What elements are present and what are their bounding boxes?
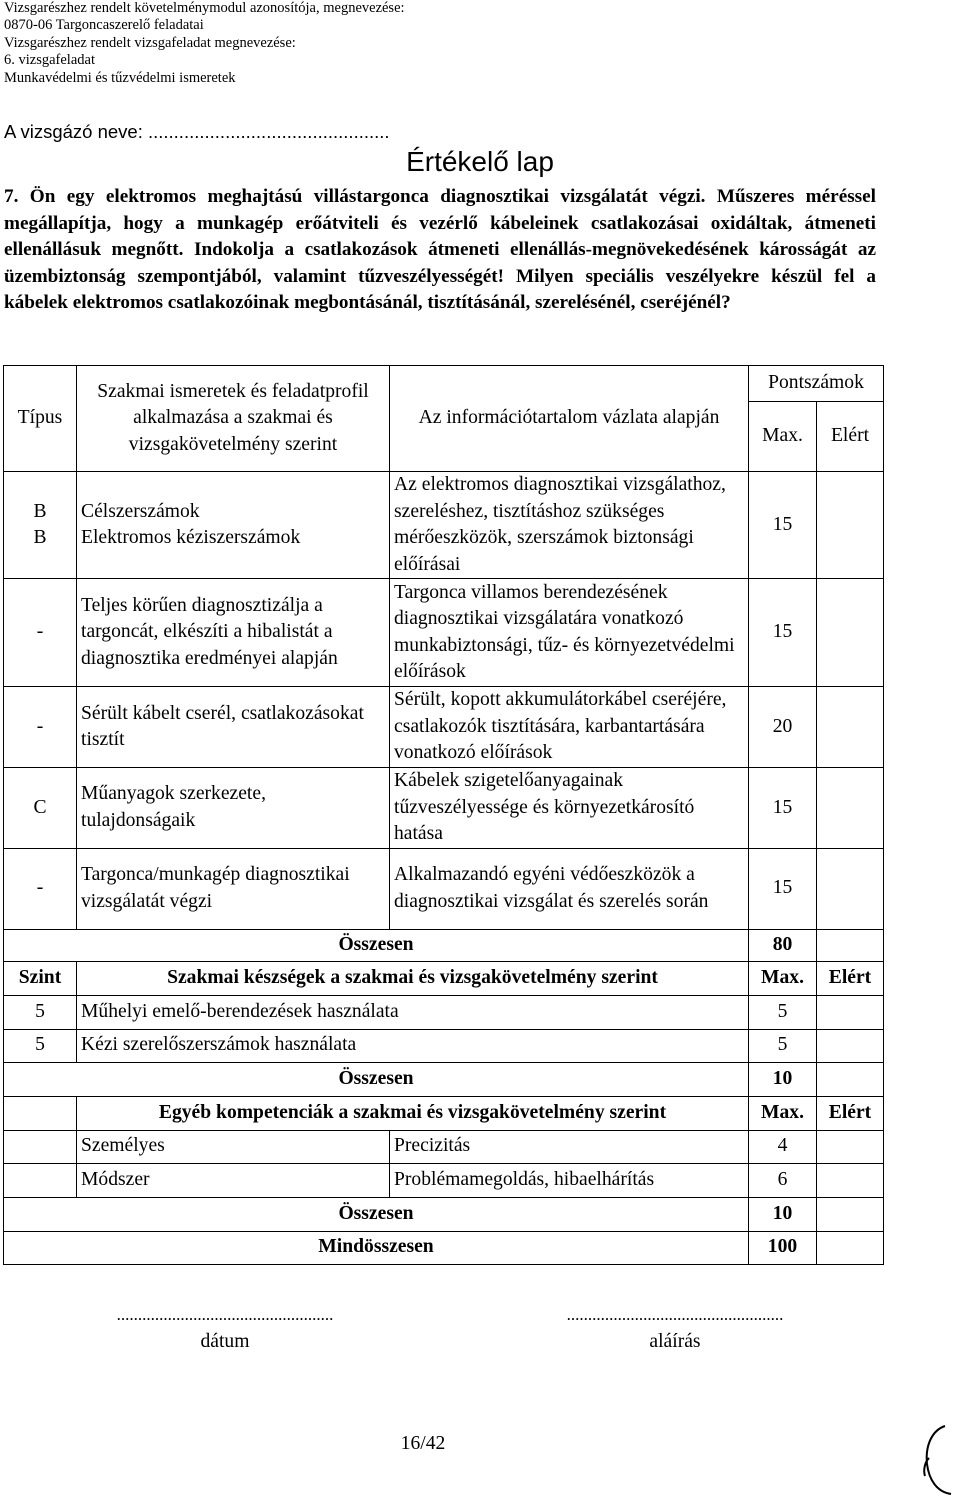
row-type: C — [4, 768, 77, 849]
header-other-competencies: Egyéb kompetenciák a szakmai és vizsgakövetelmény szerint — [77, 1096, 749, 1130]
grand-total-max: 100 — [749, 1231, 817, 1264]
row-max: 15 — [749, 579, 817, 687]
header-line: 6. vizsgafeladat — [4, 52, 95, 69]
competency-header-row — [4, 1096, 884, 1130]
row-achieved[interactable] — [817, 995, 884, 1029]
grand-total-label: Mindösszesen — [4, 1231, 749, 1264]
grand-total-achieved[interactable] — [817, 1231, 884, 1264]
total-max: 10 — [749, 1062, 817, 1096]
table-row — [4, 1163, 884, 1197]
date-dots: ................................................... — [116, 1305, 334, 1324]
header-max: Max. — [749, 961, 817, 995]
row-outline: Alkalmazandó egyéni védőeszközök a diagnosztikai vizsgálat és szerelés során — [390, 848, 749, 929]
header-max: Max. — [749, 1096, 817, 1130]
total-achieved[interactable] — [817, 1062, 884, 1096]
handwritten-mark-icon — [915, 1420, 959, 1500]
header-points: Pontszámok — [749, 366, 884, 402]
header-line: Vizsgarészhez rendelt követelménymodul azonosítója, megnevezése: — [4, 0, 405, 16]
header-level: Szint — [4, 961, 77, 995]
total-row — [4, 929, 884, 961]
table-row — [4, 1029, 884, 1062]
row-achieved[interactable] — [817, 1163, 884, 1197]
row-level: 5 — [4, 1029, 77, 1062]
row-knowledge: Targonca/munkagép diagnosztikai vizsgálatát végzi — [77, 848, 390, 929]
row-achieved[interactable] — [817, 768, 884, 849]
signature-dots: ................................................... — [566, 1305, 784, 1324]
row-achieved[interactable] — [817, 1130, 884, 1163]
date-block — [90, 1305, 360, 1353]
page-title: Értékelő lap — [406, 146, 554, 177]
row-outline: Kábelek szigetelőanyagainak tűzveszélyessége és környezetkárosító hatása — [390, 768, 749, 849]
empty-cell — [4, 1096, 77, 1130]
row-knowledge: Sérült kábelt cserél, csatlakozásokat tisztít — [77, 687, 390, 768]
table-row — [4, 687, 884, 768]
task-description — [4, 184, 876, 317]
total-achieved[interactable] — [817, 929, 884, 961]
signature-label: aláírás — [649, 1331, 701, 1352]
row-skill: Műhelyi emelő-berendezések használata — [77, 995, 749, 1029]
skills-header-row — [4, 961, 884, 995]
header-type: Típus — [4, 366, 77, 472]
row-category: Módszer — [77, 1163, 390, 1197]
examinee-name-field: A vizsgázó neve: ............................................... — [4, 121, 390, 142]
header-line: 0870-06 Targoncaszerelő feladatai — [4, 17, 204, 34]
table-row — [4, 768, 884, 849]
total-achieved[interactable] — [817, 1197, 884, 1231]
row-achieved[interactable] — [817, 687, 884, 768]
total-row — [4, 1197, 884, 1231]
row-skill: Kézi szerelőszerszámok használata — [77, 1029, 749, 1062]
table-row — [4, 1130, 884, 1163]
row-category: Személyes — [77, 1130, 390, 1163]
row-max: 6 — [749, 1163, 817, 1197]
grand-total-row — [4, 1231, 884, 1264]
row-max: 20 — [749, 687, 817, 768]
row-level: 5 — [4, 995, 77, 1029]
page-number: 16/42 — [400, 1433, 446, 1454]
header-line: Vizsgarészhez rendelt vizsgafeladat megnevezése: — [4, 34, 296, 51]
row-max: 5 — [749, 995, 817, 1029]
header-line: Munkavédelmi és tűzvédelmi ismeretek — [4, 69, 236, 86]
document-header — [4, 0, 405, 87]
row-knowledge: Teljes körűen diagnosztizálja a targoncát, elkészíti a hibalistát a diagnosztika eredményei alapján — [77, 579, 390, 687]
total-max: 80 — [749, 929, 817, 961]
row-max: 15 — [749, 768, 817, 849]
row-knowledge: Célszerszámok Elektromos kéziszerszámok — [77, 472, 390, 579]
row-type: - — [4, 687, 77, 768]
row-outline: Az elektromos diagnosztikai vizsgálathoz, szereléshez, tisztításhoz szükséges mérőeszközök, szerszámok biztonsági előírásai — [390, 472, 749, 579]
table-row — [4, 472, 884, 579]
row-max: 15 — [749, 472, 817, 579]
row-type: - — [4, 848, 77, 929]
header-outline: Az információtartalom vázlata alapján — [390, 366, 749, 472]
row-competency: Precizitás — [390, 1130, 749, 1163]
header-achieved: Elért — [817, 402, 884, 472]
row-type: B B — [4, 472, 77, 579]
empty-cell — [4, 1163, 77, 1197]
table-row — [4, 579, 884, 687]
row-max: 15 — [749, 848, 817, 929]
header-knowledge: Szakmai ismeretek és feladatprofil alkalmazása a szakmai és vizsgakövetelmény szerint — [77, 366, 390, 472]
empty-cell — [4, 1130, 77, 1163]
row-achieved[interactable] — [817, 1029, 884, 1062]
table-row — [4, 848, 884, 929]
row-achieved[interactable] — [817, 848, 884, 929]
table-row — [4, 995, 884, 1029]
row-achieved[interactable] — [817, 472, 884, 579]
row-competency: Problémamegoldás, hibaelhárítás — [390, 1163, 749, 1197]
row-max: 4 — [749, 1130, 817, 1163]
row-outline: Targonca villamos berendezésének diagnosztikai vizsgálatára vonatkozó munkabiztonsági, tűz- és környezetvédelmi előírások — [390, 579, 749, 687]
row-knowledge: Műanyagok szerkezete, tulajdonságaik — [77, 768, 390, 849]
header-max: Max. — [749, 402, 817, 472]
row-outline: Sérült, kopott akkumulátorkábel cseréjére, csatlakozók tisztítására, karbantartására vonatkozó előírások — [390, 687, 749, 768]
date-label: dátum — [200, 1331, 250, 1352]
total-label: Összesen — [4, 1062, 749, 1096]
header-skills: Szakmai készségek a szakmai és vizsgakövetelmény szerint — [77, 961, 749, 995]
row-max: 5 — [749, 1029, 817, 1062]
header-achieved: Elért — [817, 1096, 884, 1130]
evaluation-table — [3, 365, 884, 1265]
header-achieved: Elért — [817, 961, 884, 995]
total-max: 10 — [749, 1197, 817, 1231]
total-label: Összesen — [4, 929, 749, 961]
task-text: 7. Ön egy elektromos meghajtású villástargonca diagnosztikai vizsgálatát végzi. Műszeres méréssel megállapítja, hogy a munkagép erőátviteli és vezérlő kábeleinek csatlakozásai oxidáltak, átmeneti ellenállásuk megnőtt. Indokolja a csatlakozások átmeneti ellenállás-megnövekedésének károsságát az üzembiztonság szempontjából, valamint tűzveszélyességét! Milyen speciális veszélyekre készül fel a kábelek elektromos csatlakozóinak megbontásánál, tisztításánál, szerelésénél, cseréjénél? — [4, 186, 876, 313]
row-achieved[interactable] — [817, 579, 884, 687]
total-label: Összesen — [4, 1197, 749, 1231]
row-type: - — [4, 579, 77, 687]
signature-block — [540, 1305, 810, 1353]
total-row — [4, 1062, 884, 1096]
